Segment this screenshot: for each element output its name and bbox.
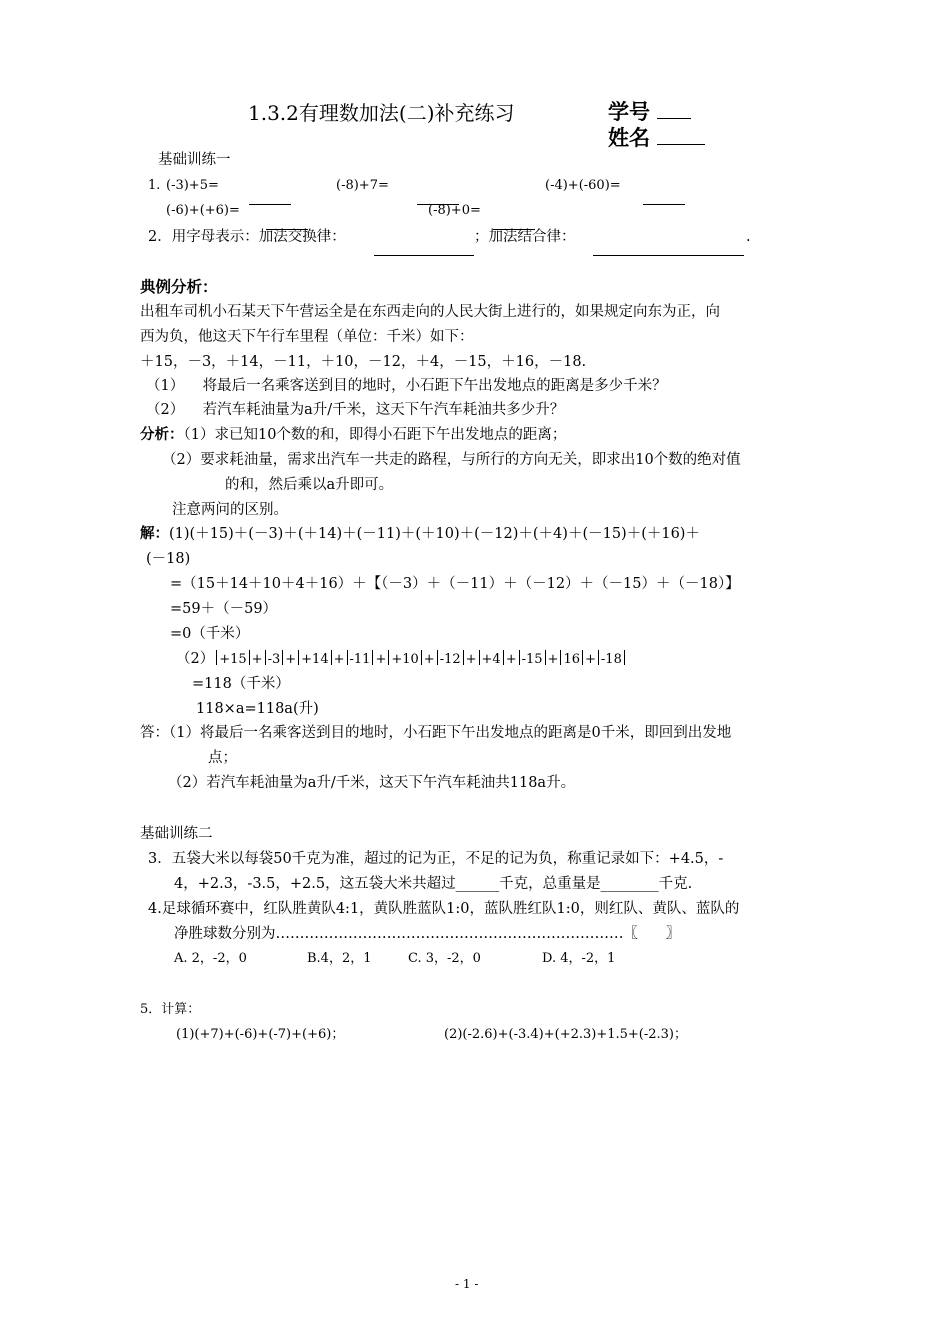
solution-line-1 [140,524,700,544]
worksheet-title: 1.3.2有理数加法(二)补充练习 [248,101,515,125]
abs-term-5: -12 [439,652,461,667]
solution-part2-label: （2） [176,651,215,667]
q1-item-2: (-8)+7= [336,178,389,193]
plus-sign: + [585,652,596,667]
abs-term-6: +4 [481,652,501,667]
analysis-label: 分析： [140,426,184,443]
q4-option-a[interactable]: A. 2，-2，0 [174,951,247,966]
q4-line-2: 净胜球数分别为………………………………………………………………〖 〗 [174,926,681,942]
q1-blank-3[interactable] [643,190,685,205]
example-question-2: （2） 若汽车耗油量为a升/千米，这天下午汽车耗油共多少升？ [146,402,565,418]
q2-blank-associative[interactable] [593,241,744,256]
abs-bar-left [216,650,217,665]
abs-bar-right [249,650,250,665]
solution-abs-sum [176,649,627,670]
abs-bar-right [582,650,583,665]
q4-option-d[interactable]: D. 4，-2，1 [542,951,616,966]
q2-end: . [746,229,751,245]
abs-term-1: -3 [267,652,281,667]
abs-bar-left [598,650,599,665]
abs-term-4: +10 [391,652,419,667]
q3-line-1: 3．五袋大米以每袋50千克为准，超过的记为正，不足的记为负，称重记录如下：+4.5，- [148,851,724,867]
solution-line-4: =0（千米） [170,626,250,642]
solution-line-2: =（15＋14＋10＋4＋16）＋【（－3）＋（－11）＋（－12）＋（－15）＋（－18）】 [170,576,740,592]
solution-line-1b: (－18) [146,551,191,567]
student-name-blank[interactable] [657,130,705,145]
abs-bar-left [265,650,266,665]
section-heading-compute: 5．计算： [140,1002,201,1017]
abs-bar-right [282,650,283,665]
plus-sign: + [465,652,477,667]
abs-bar-right [624,650,625,665]
abs-bar-right [331,650,332,665]
student-id-label: 学号 [608,100,650,124]
abs-term-3: -11 [349,652,371,667]
q2-separator: ；加法结合律： [474,229,576,245]
plus-sign: + [251,652,263,667]
abs-bar-left [437,650,438,665]
abs-bar-left [388,650,389,665]
section-heading-basic2: 基础训练二 [140,826,213,842]
student-id-blank[interactable] [657,104,691,119]
student-name-row [608,124,705,152]
abs-bar-left [479,650,480,665]
q4-option-c[interactable]: C. 3，-2，0 [408,951,481,966]
analysis-line-1 [140,425,566,445]
q3-line-2: 4，+2.3，-3.5，+2.5，这五袋大米共超过______千克，总重量是________千克. [174,876,693,892]
plus-sign: + [375,652,387,667]
q2-blank-commutative[interactable] [374,241,474,256]
student-id-row [608,98,691,126]
plus-sign: + [547,652,559,667]
page-number: - 1 - [455,1277,479,1291]
abs-term-8: 16 [563,652,580,667]
analysis-line-3: 的和，然后乘以a升即可。 [225,477,394,493]
solution-line-7: 118×a=118a(升) [196,701,319,717]
answer-line-2: （2）若汽车耗油量为a升/千米，这天下午汽车耗油共118a升。 [168,775,576,791]
answer-label: 答： [140,725,169,741]
plus-sign: + [285,652,297,667]
section-heading-example: 典例分析： [140,277,218,296]
solution-line-3: =59＋（－59） [170,601,278,617]
q4-option-b[interactable]: B.4，2，1 [307,951,372,966]
analysis-line-4: 注意两问的区别。 [172,502,288,518]
q2-text: 2．用字母表示：加法交换律： [148,229,346,245]
solution-label: 解： [140,525,169,542]
solution-text-1: (1)(＋15)＋(－3)＋(＋14)＋(－11)＋(＋10)＋(－12)＋(＋4)＋(－15)＋(＋16)＋ [169,526,700,542]
student-name-label: 姓名 [608,126,650,150]
abs-bar-right [503,650,504,665]
answer-text-1: （1）将最后一名乘客送到目的地时，小石距下午出发地点的距离是0千米，即回到出发地 [169,725,732,741]
q1-item-5: (-8)+0= [428,203,481,218]
compute-problem-1: (1)(+7)+(-6)+(-7)+(+6)； [176,1027,345,1042]
analysis-line-2: （2）要求耗油量，需求出汽车一共走的路程，与所行的方向无关，即求出10个数的绝对值 [162,452,741,468]
plus-sign: + [423,652,435,667]
abs-bar-right [372,650,373,665]
abs-bar-left [347,650,348,665]
answer-line-1 [140,723,731,743]
q4-line-1: 4.足球循环赛中，红队胜黄队4:1，黄队胜蓝队1:0，蓝队胜红队1:0，则红队、黄队、蓝队的 [148,901,740,917]
abs-bar-left [560,650,561,665]
answer-line-1b: 点； [208,750,237,766]
example-question-1: （1） 将最后一名乘客送到目的地时，小石距下午出发地点的距离是多少千米？ [146,378,667,394]
analysis-text-1: （1）求已知10个数的和，即得小石距下午出发地点的距离； [183,427,567,443]
abs-value-terms [214,652,627,667]
abs-bar-right [545,650,546,665]
plus-sign: + [505,652,517,667]
plus-sign: + [333,652,345,667]
abs-term-2: +14 [301,652,329,667]
q1-item-4: (-6)+(+6)= [166,203,240,218]
abs-term-9: -18 [600,652,622,667]
abs-bar-right [421,650,422,665]
q1-label: 1. [148,178,161,193]
q1-item-3: (-4)+(-60)= [545,178,621,193]
example-para-2: 西为负，他这天下午行车里程（单位：千米）如下： [140,329,474,345]
abs-bar-left [298,650,299,665]
abs-bar-right [463,650,464,665]
abs-bar-left [519,650,520,665]
q1-blank-1[interactable] [249,190,291,205]
compute-problem-2: (2)(-2.6)+(-3.4)+(+2.3)+1.5+(-2.3)； [444,1027,688,1042]
abs-term-0: +15 [219,652,247,667]
section-heading-basic1: 基础训练一 [158,152,231,168]
abs-term-7: -15 [521,652,543,667]
solution-line-6: =118（千米） [192,676,290,692]
example-data-line: ＋15，－3，＋14，－11，＋10，－12，＋4，－15，＋16，－18. [140,354,587,370]
example-para-1: 出租车司机小石某天下午营运全是在东西走向的人民大街上进行的，如果规定向东为正，向 [140,304,720,320]
q1-item-1: (-3)+5= [166,178,219,193]
